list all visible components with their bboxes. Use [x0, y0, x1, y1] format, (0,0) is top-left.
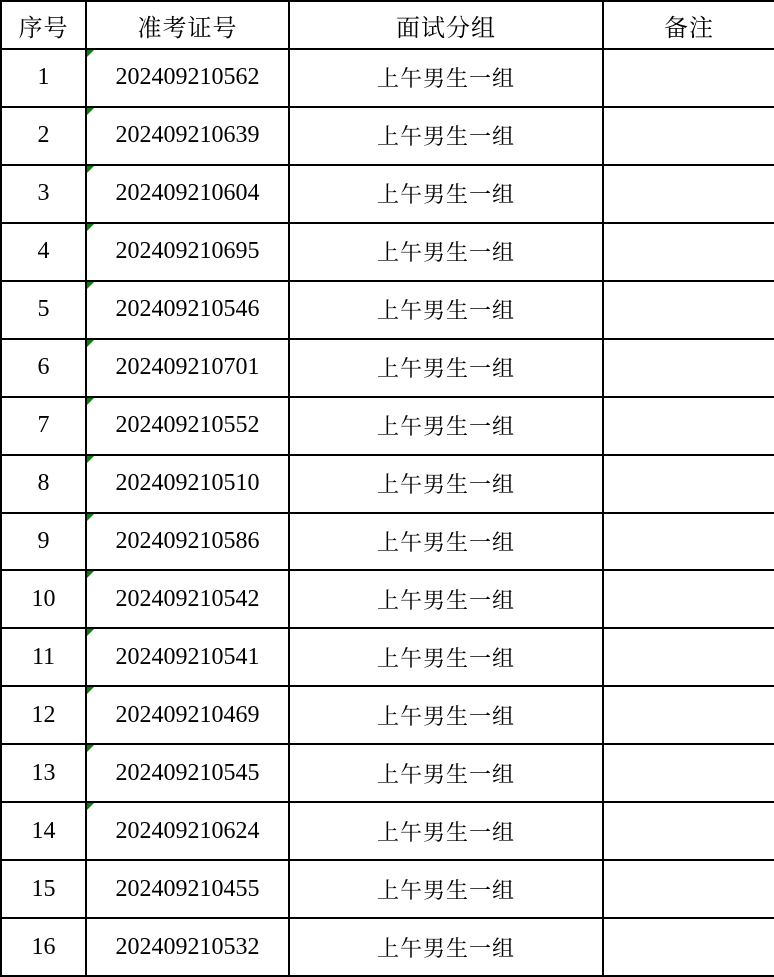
group-cell: 上午男生一组 — [289, 49, 603, 107]
col-header-remark: 备注 — [603, 1, 774, 49]
ticket-cell: 202409210624 — [86, 802, 289, 860]
table-row — [1, 339, 774, 397]
seq-cell: 15 — [1, 860, 86, 918]
text-format-flag-icon — [87, 456, 94, 463]
ticket-cell: 202409210542 — [86, 570, 289, 628]
ticket-cell: 202409210695 — [86, 223, 289, 281]
remark-cell — [603, 570, 774, 628]
table-row — [1, 860, 774, 918]
ticket-cell: 202409210586 — [86, 513, 289, 571]
text-format-flag-icon — [87, 398, 94, 405]
group-cell: 上午男生一组 — [289, 744, 603, 802]
seq-cell: 9 — [1, 513, 86, 571]
ticket-cell: 202409210532 — [86, 918, 289, 976]
ticket-cell: 202409210701 — [86, 339, 289, 397]
remark-cell — [603, 107, 774, 165]
remark-cell — [603, 223, 774, 281]
group-cell: 上午男生一组 — [289, 107, 603, 165]
remark-cell — [603, 455, 774, 513]
text-format-flag-icon — [87, 50, 94, 57]
seq-cell: 2 — [1, 107, 86, 165]
group-cell: 上午男生一组 — [289, 165, 603, 223]
seq-cell: 7 — [1, 397, 86, 455]
remark-cell — [603, 860, 774, 918]
table-row — [1, 107, 774, 165]
remark-cell — [603, 918, 774, 976]
remark-cell — [603, 802, 774, 860]
text-format-flag-icon — [87, 629, 94, 636]
ticket-cell: 202409210562 — [86, 49, 289, 107]
group-cell: 上午男生一组 — [289, 339, 603, 397]
remark-cell — [603, 744, 774, 802]
text-format-flag-icon — [87, 745, 94, 752]
seq-cell: 10 — [1, 570, 86, 628]
text-format-flag-icon — [87, 571, 94, 578]
remark-cell — [603, 628, 774, 686]
group-cell: 上午男生一组 — [289, 860, 603, 918]
text-format-flag-icon — [87, 340, 94, 347]
ticket-cell: 202409210510 — [86, 455, 289, 513]
seq-cell: 8 — [1, 455, 86, 513]
group-cell: 上午男生一组 — [289, 513, 603, 571]
table-row — [1, 744, 774, 802]
table-row — [1, 570, 774, 628]
seq-cell: 5 — [1, 281, 86, 339]
text-format-flag-icon — [87, 108, 94, 115]
table-row — [1, 49, 774, 107]
table-row — [1, 513, 774, 571]
remark-cell — [603, 513, 774, 571]
text-format-flag-icon — [87, 224, 94, 231]
table-row — [1, 281, 774, 339]
ticket-cell: 202409210552 — [86, 397, 289, 455]
ticket-cell: 202409210639 — [86, 107, 289, 165]
remark-cell — [603, 397, 774, 455]
seq-cell: 14 — [1, 802, 86, 860]
group-cell: 上午男生一组 — [289, 802, 603, 860]
ticket-cell: 202409210604 — [86, 165, 289, 223]
text-format-flag-icon — [87, 514, 94, 521]
text-format-flag-icon — [87, 282, 94, 289]
table-row — [1, 223, 774, 281]
seq-cell: 11 — [1, 628, 86, 686]
group-cell: 上午男生一组 — [289, 281, 603, 339]
table-row — [1, 918, 774, 976]
table-row — [1, 397, 774, 455]
group-cell: 上午男生一组 — [289, 686, 603, 744]
table-header-row — [1, 1, 774, 49]
ticket-cell: 202409210455 — [86, 860, 289, 918]
seq-cell: 4 — [1, 223, 86, 281]
seq-cell: 6 — [1, 339, 86, 397]
table-row — [1, 628, 774, 686]
remark-cell — [603, 49, 774, 107]
ticket-cell: 202409210545 — [86, 744, 289, 802]
group-cell: 上午男生一组 — [289, 628, 603, 686]
col-header-group: 面试分组 — [289, 1, 603, 49]
group-cell: 上午男生一组 — [289, 570, 603, 628]
ticket-cell: 202409210541 — [86, 628, 289, 686]
group-cell: 上午男生一组 — [289, 397, 603, 455]
group-cell: 上午男生一组 — [289, 223, 603, 281]
remark-cell — [603, 165, 774, 223]
remark-cell — [603, 339, 774, 397]
col-header-seq: 序号 — [1, 1, 86, 49]
group-cell: 上午男生一组 — [289, 455, 603, 513]
col-header-ticket: 准考证号 — [86, 1, 289, 49]
table-row — [1, 165, 774, 223]
seq-cell: 12 — [1, 686, 86, 744]
table-row — [1, 802, 774, 860]
text-format-flag-icon — [87, 166, 94, 173]
table-row — [1, 455, 774, 513]
seq-cell: 3 — [1, 165, 86, 223]
table-row — [1, 686, 774, 744]
group-cell: 上午男生一组 — [289, 918, 603, 976]
text-format-flag-icon — [87, 803, 94, 810]
remark-cell — [603, 686, 774, 744]
remark-cell — [603, 281, 774, 339]
seq-cell: 13 — [1, 744, 86, 802]
ticket-cell: 202409210546 — [86, 281, 289, 339]
ticket-cell: 202409210469 — [86, 686, 289, 744]
seq-cell: 16 — [1, 918, 86, 976]
seq-cell: 1 — [1, 49, 86, 107]
text-format-flag-icon — [87, 687, 94, 694]
